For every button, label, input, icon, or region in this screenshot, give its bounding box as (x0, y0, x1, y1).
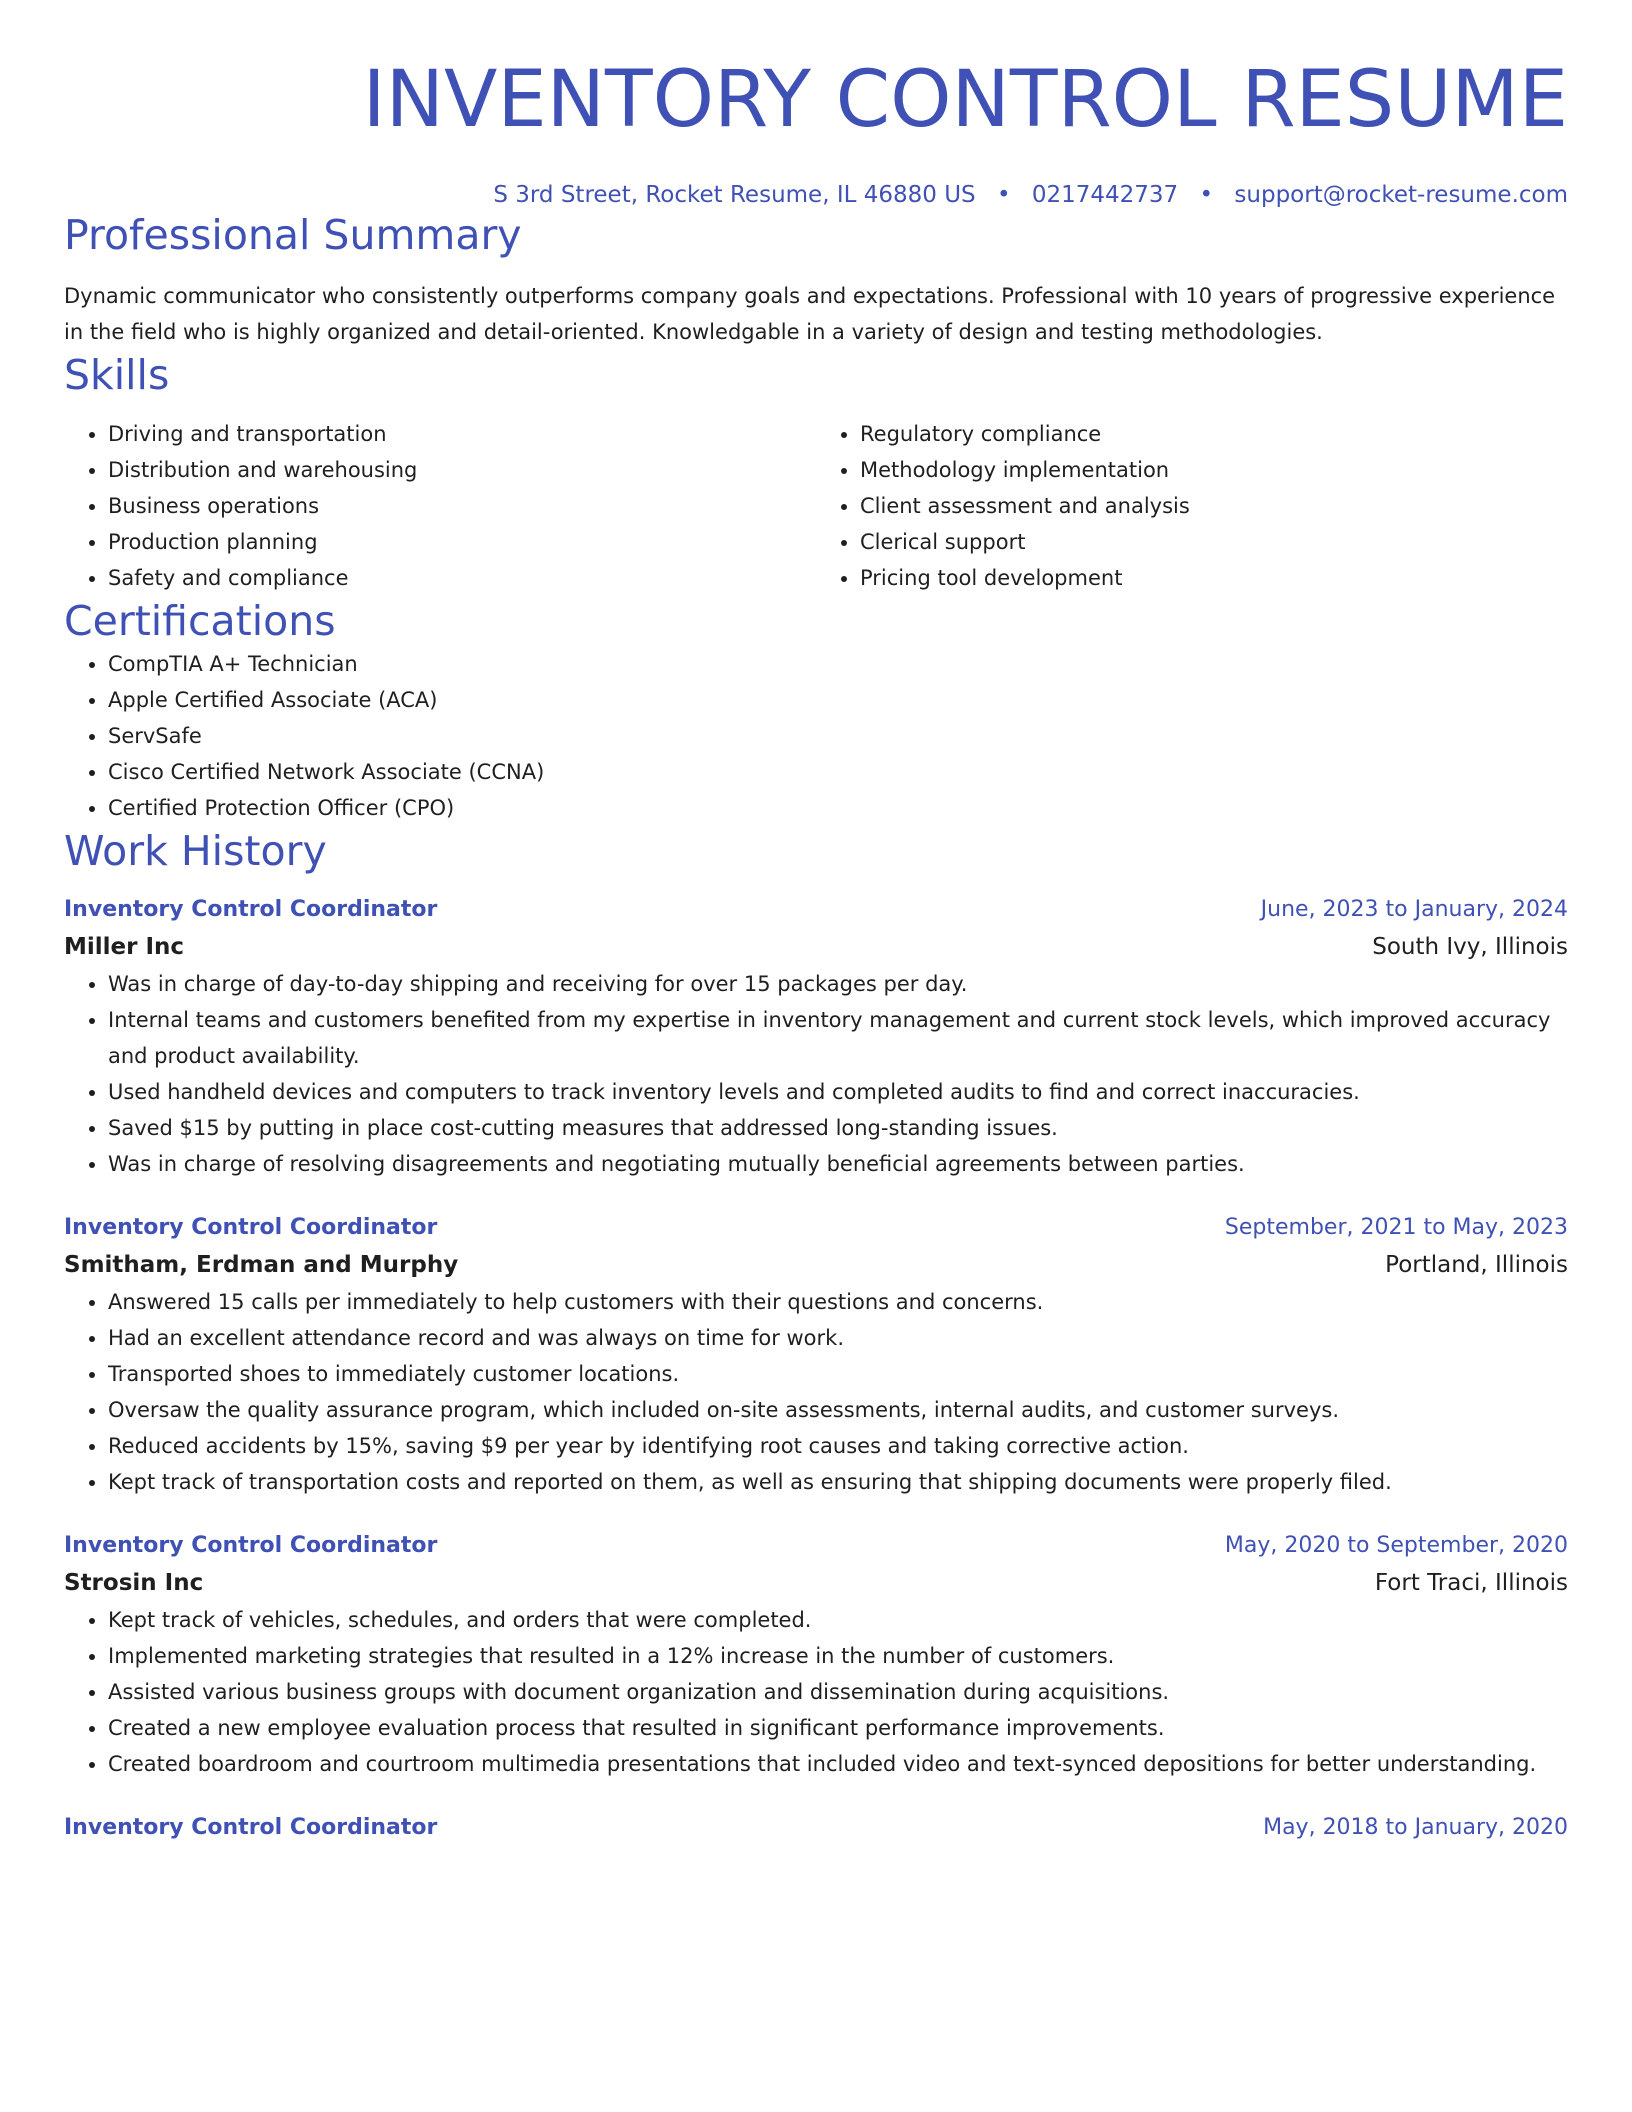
resume-name: INVENTORY CONTROL RESUME (362, 55, 1568, 145)
company-name: Strosin Inc (64, 1570, 204, 1596)
job-bullets (64, 1602, 1568, 1782)
job-entry (64, 1210, 1568, 1500)
certification-item: • CompTIA A+ Technician (108, 646, 1568, 682)
job-company-row (64, 1246, 1568, 1284)
job-title-row (64, 1528, 1568, 1564)
job-bullets (64, 1284, 1568, 1500)
skill-item: • Safety and compliance (108, 560, 816, 596)
summary-heading: Professional Summary (64, 211, 522, 259)
certifications-list (64, 646, 1568, 826)
contact-line (64, 180, 1568, 210)
skills-list-right (816, 416, 1568, 596)
company-name: Smitham, Erdman and Murphy (64, 1252, 459, 1278)
address-text: S 3rd Street, Rocket Resume, IL 46880 US (493, 182, 976, 208)
job-bullet: • Saved $15 by putting in place cost-cutting measures that addressed long-standing issues. (108, 1110, 1568, 1146)
job-company-row (64, 928, 1568, 966)
job-bullet: • Created boardroom and courtroom multimedia presentations that included video and text-synced depositions for better understanding. (108, 1746, 1568, 1782)
job-entry (64, 1810, 1568, 1846)
separator-dot: • (1199, 182, 1214, 208)
job-title-row (64, 892, 1568, 928)
job-location: South Ivy, Illinois (1372, 934, 1568, 960)
skills-grid (64, 416, 1568, 596)
skill-item: • Business operations (108, 488, 816, 524)
job-dates: June, 2023 to January, 2024 (1260, 897, 1568, 922)
job-entry (64, 892, 1568, 1182)
skill-item: • Regulatory compliance (860, 416, 1568, 452)
job-bullets (64, 966, 1568, 1182)
skill-item: • Production planning (108, 524, 816, 560)
job-title: Inventory Control Coordinator (64, 1533, 438, 1558)
job-bullet: • Kept track of vehicles, schedules, and orders that were completed. (108, 1602, 1568, 1638)
job-title: Inventory Control Coordinator (64, 1815, 438, 1840)
job-location: Fort Traci, Illinois (1374, 1570, 1568, 1596)
job-title: Inventory Control Coordinator (64, 1215, 438, 1240)
certification-item: • ServSafe (108, 718, 1568, 754)
job-bullet: • Used handheld devices and computers to track inventory levels and completed audits to find and correct inaccuracies. (108, 1074, 1568, 1110)
job-bullet: • Kept track of transportation costs and reported on them, as well as ensuring that shipping documents were properly filed. (108, 1464, 1568, 1500)
job-bullet: • Implemented marketing strategies that resulted in a 12% increase in the number of customers. (108, 1638, 1568, 1674)
separator-dot: • (996, 182, 1011, 208)
phone-text: 0217442737 (1031, 182, 1179, 208)
job-title-row (64, 1210, 1568, 1246)
skills-heading: Skills (64, 351, 170, 399)
summary-text: Dynamic communicator who consistently outperforms company goals and expectations. Professional with 10 years of progressive experience in the field who is highly organized and detail-oriented. Knowledgable in a variety of design and testing methodologies. (64, 284, 1556, 344)
skill-item: • Distribution and warehousing (108, 452, 816, 488)
certification-item: • Certified Protection Officer (CPO) (108, 790, 1568, 826)
certification-item: • Apple Certified Associate (ACA) (108, 682, 1568, 718)
job-title: Inventory Control Coordinator (64, 897, 438, 922)
email-link[interactable]: support@rocket-resume.com (1234, 182, 1568, 208)
job-bullet: • Internal teams and customers benefited from my expertise in inventory management and current stock levels, which improved accuracy and product availability. (108, 1002, 1568, 1074)
company-name: Miller Inc (64, 934, 185, 960)
skill-item: • Driving and transportation (108, 416, 816, 452)
skill-item: • Clerical support (860, 524, 1568, 560)
job-bullet: • Had an excellent attendance record and was always on time for work. (108, 1320, 1568, 1356)
job-bullet: • Created a new employee evaluation process that resulted in significant performance improvements. (108, 1710, 1568, 1746)
work-history-heading: Work History (64, 827, 327, 875)
job-title-row (64, 1810, 1568, 1846)
skill-item: • Client assessment and analysis (860, 488, 1568, 524)
skill-item: • Pricing tool development (860, 560, 1568, 596)
job-company-row (64, 1564, 1568, 1602)
job-bullet: • Was in charge of day-to-day shipping and receiving for over 15 packages per day. (108, 966, 1568, 1002)
job-location: Portland, Illinois (1385, 1252, 1568, 1278)
job-bullet: • Transported shoes to immediately customer locations. (108, 1356, 1568, 1392)
job-dates: May, 2020 to September, 2020 (1224, 1533, 1568, 1558)
certification-item: • Cisco Certified Network Associate (CCNA) (108, 754, 1568, 790)
resume-header (64, 0, 1568, 210)
job-dates: September, 2021 to May, 2023 (1224, 1215, 1568, 1240)
job-bullet: • Oversaw the quality assurance program, which included on-site assessments, internal audits, and customer surveys. (108, 1392, 1568, 1428)
skill-item: • Methodology implementation (860, 452, 1568, 488)
skills-list-left (64, 416, 816, 596)
job-bullet: • Assisted various business groups with document organization and dissemination during acquisitions. (108, 1674, 1568, 1710)
job-bullet: • Was in charge of resolving disagreements and negotiating mutually beneficial agreements between parties. (108, 1146, 1568, 1182)
job-bullet: • Answered 15 calls per immediately to help customers with their questions and concerns. (108, 1284, 1568, 1320)
job-entry (64, 1528, 1568, 1782)
job-bullet: • Reduced accidents by 15%, saving $9 per year by identifying root causes and taking corrective action. (108, 1428, 1568, 1464)
job-dates: May, 2018 to January, 2020 (1263, 1815, 1568, 1840)
certifications-heading: Certifications (64, 597, 336, 645)
